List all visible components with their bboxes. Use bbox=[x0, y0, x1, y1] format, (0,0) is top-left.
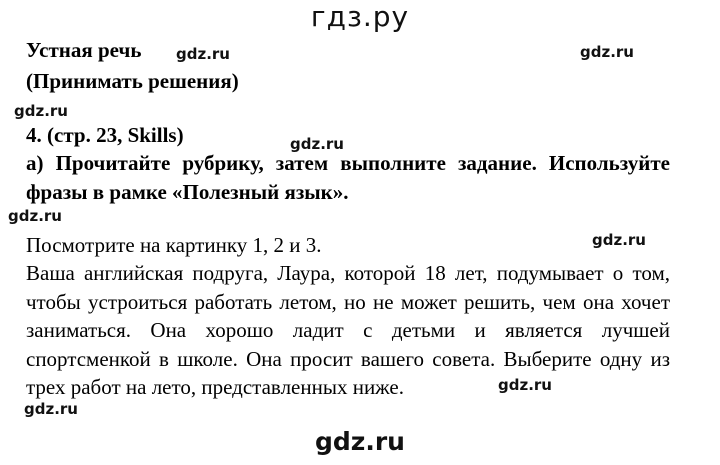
watermark: gdz.ru bbox=[580, 43, 634, 61]
watermark: gdz.ru bbox=[14, 102, 68, 120]
paragraph-line: заниматься. Она хорошо ладит с детьми и является лучшей bbox=[26, 318, 670, 342]
paragraph-line: Ваша английская подруга, Лаура, которой 18 лет, подумывает о том, bbox=[26, 261, 670, 285]
site-header: гдз.ру bbox=[310, 0, 410, 33]
watermark: gdz.ru bbox=[498, 376, 552, 394]
paragraph-line: спортсменкой в школе. Она просит вашего совета. Выберите одну из bbox=[26, 347, 670, 371]
section-title: Устная речь bbox=[26, 38, 142, 62]
watermark: gdz.ru bbox=[24, 400, 78, 418]
exercise-number: 4. (стр. 23, Skills) bbox=[26, 123, 184, 147]
section-subtitle: (Принимать решения) bbox=[26, 69, 239, 93]
paragraph-line: Посмотрите на картинку 1, 2 и 3. bbox=[26, 233, 322, 257]
watermark: gdz.ru bbox=[592, 231, 646, 249]
watermark: gdz.ru bbox=[176, 45, 230, 63]
watermark: gdz.ru bbox=[8, 207, 62, 225]
watermark: gdz.ru bbox=[290, 135, 344, 153]
paragraph-line: чтобы устроиться работать летом, но не может решить, чем она хочет bbox=[26, 290, 670, 314]
exercise-task-line: а) Прочитайте рубрику, затем выполните задание. Используйте bbox=[26, 151, 670, 175]
site-footer: gdz.ru bbox=[315, 427, 405, 456]
exercise-task-line: фразы в рамке «Полезный язык». bbox=[26, 180, 349, 204]
paragraph-line: трех работ на лето, представленных ниже. bbox=[26, 375, 404, 399]
